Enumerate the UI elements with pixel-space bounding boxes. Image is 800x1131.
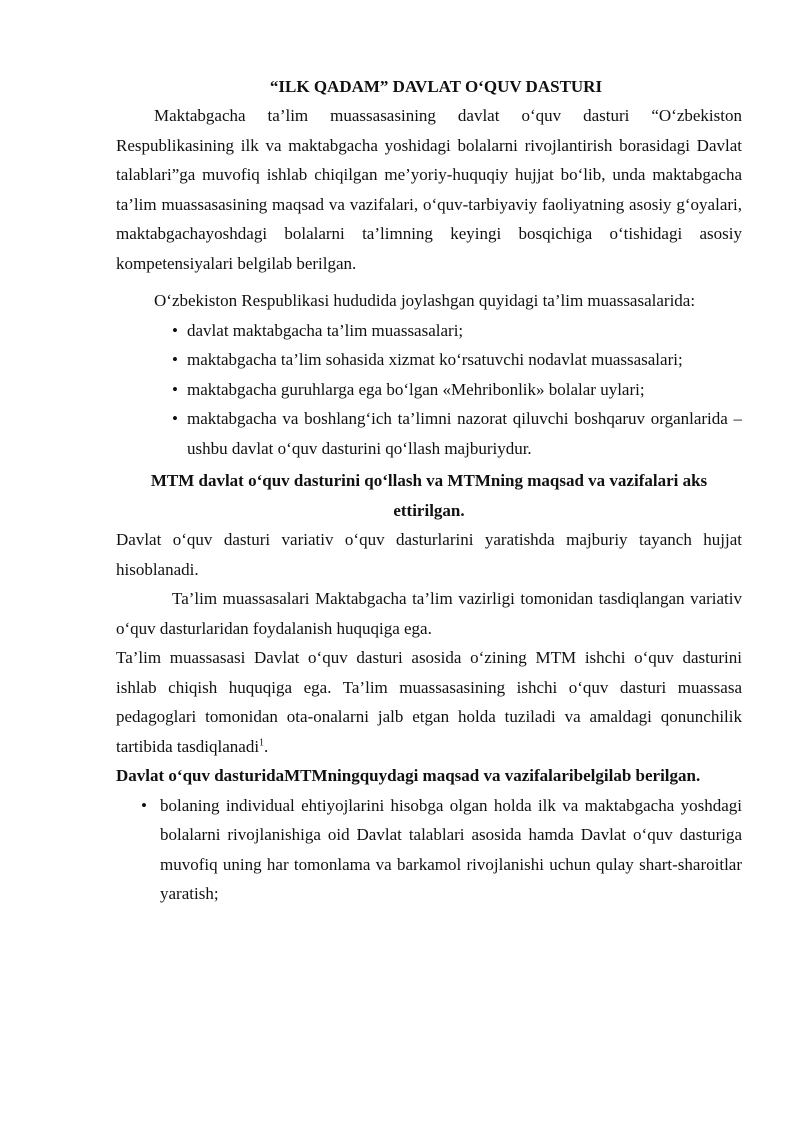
bullet-icon: • xyxy=(141,795,147,815)
section-heading-goals: Davlat o‘quv dasturidaMTMningquydagi maqsad va vazifalaribelgilab berilgan. xyxy=(116,766,701,785)
list-item-text: davlat maktabgacha ta’lim muassasalari; xyxy=(187,320,464,340)
institutions-list xyxy=(116,316,742,464)
document-title: “ILK QADAM” DAVLAT O‘QUV DASTURI xyxy=(269,77,603,96)
section-heading-application: MTM davlat o‘quv dasturini qo‘llash va MTMning maqsad va vazifalari aks ettirilgan. xyxy=(150,471,708,520)
list-item-text: bolaning individual ehtiyojlarini hisobga olgan holda ilk va maktabgacha yoshdagi bolalarni rivojlanishiga oid Davlat talablari asosida hamda Davlat o‘quv dasturiga muvofiq uning har tomonlama va barkamol rivojlanishi uchun qulay shart-sharoitlar yaratish; xyxy=(160,795,742,903)
institutions-intro-paragraph xyxy=(116,286,742,316)
intro-paragraph: Maktabgacha ta’lim muassasasining davlat o‘quv dasturi “O‘zbekiston Respublikasining ilk va maktabgacha yoshidagi bolalarni rivojlantirish borasidagi Davlat talablari”ga muvofiq ishlab chiqilgan me’yoriy-huquqiy hujjat bo‘lib, unda maktabgacha ta’lim muassasasining maqsad va vazifalari, o‘quv-tarbiyaviy faoliyatning asosiy g‘oyalari, maktabgachayoshdagi bolalarni ta’limning keyingi bosqichiga o‘tishidagi asosiy kompetensiyalari belgilab berilgan. xyxy=(116,106,742,273)
list-item xyxy=(116,345,742,375)
footnote-marker[interactable]: 1 xyxy=(259,736,265,748)
variative-programs-paragraph: Davlat o‘quv dasturi variativ o‘quv dasturlarini yaratishda majburiy tayanch hujjat hisoblanadi. xyxy=(116,530,742,579)
ministry-approval-paragraph: Ta’lim muassasalari Maktabgacha ta’lim vazirligi tomonidan tasdiqlangan variativ o‘quv dasturlaridan foydalanish huquqiga ega. xyxy=(116,589,742,638)
list-item xyxy=(116,404,742,463)
institutions-intro-text: O‘zbekiston Respublikasi hududida joylashgan quyidagi ta’lim muassasalarida: xyxy=(154,291,696,310)
bullet-icon: • xyxy=(172,350,178,369)
list-item xyxy=(116,375,742,405)
list-item-text: maktabgacha va boshlang‘ich ta’limni nazorat qiluvchi boshqaruv organlarida – ushbu davlat o‘quv dasturini qo‘llash majburiydur. xyxy=(187,409,742,458)
bullet-icon: • xyxy=(172,409,178,428)
list-item-text: maktabgacha ta’lim sohasida xizmat ko‘rsatuvchi nodavlat muassasalari; xyxy=(187,350,683,369)
list-item-text: maktabgacha guruhlarga ega bo‘lgan «Mehribonlik» bolalar uylari; xyxy=(187,379,645,399)
working-program-end: . xyxy=(264,736,269,756)
goals-list xyxy=(116,791,742,909)
working-program-paragraph xyxy=(116,643,742,761)
bullet-icon: • xyxy=(172,379,178,399)
list-item xyxy=(116,791,742,909)
working-program-text: Ta’lim muassasasi Davlat o‘quv dasturi asosida o‘zining MTM ishchi o‘quv dasturini ishlab chiqish huquqiga ega. Ta’lim muassasasining ishchi o‘quv dasturi muassasa pedagoglari tomonidan ota-onalarni jalb etgan holda tuziladi va amaldagi qonunchilik tartibida tasdiqlanadi xyxy=(116,648,742,756)
bullet-icon: • xyxy=(172,320,178,340)
list-item xyxy=(116,316,742,346)
